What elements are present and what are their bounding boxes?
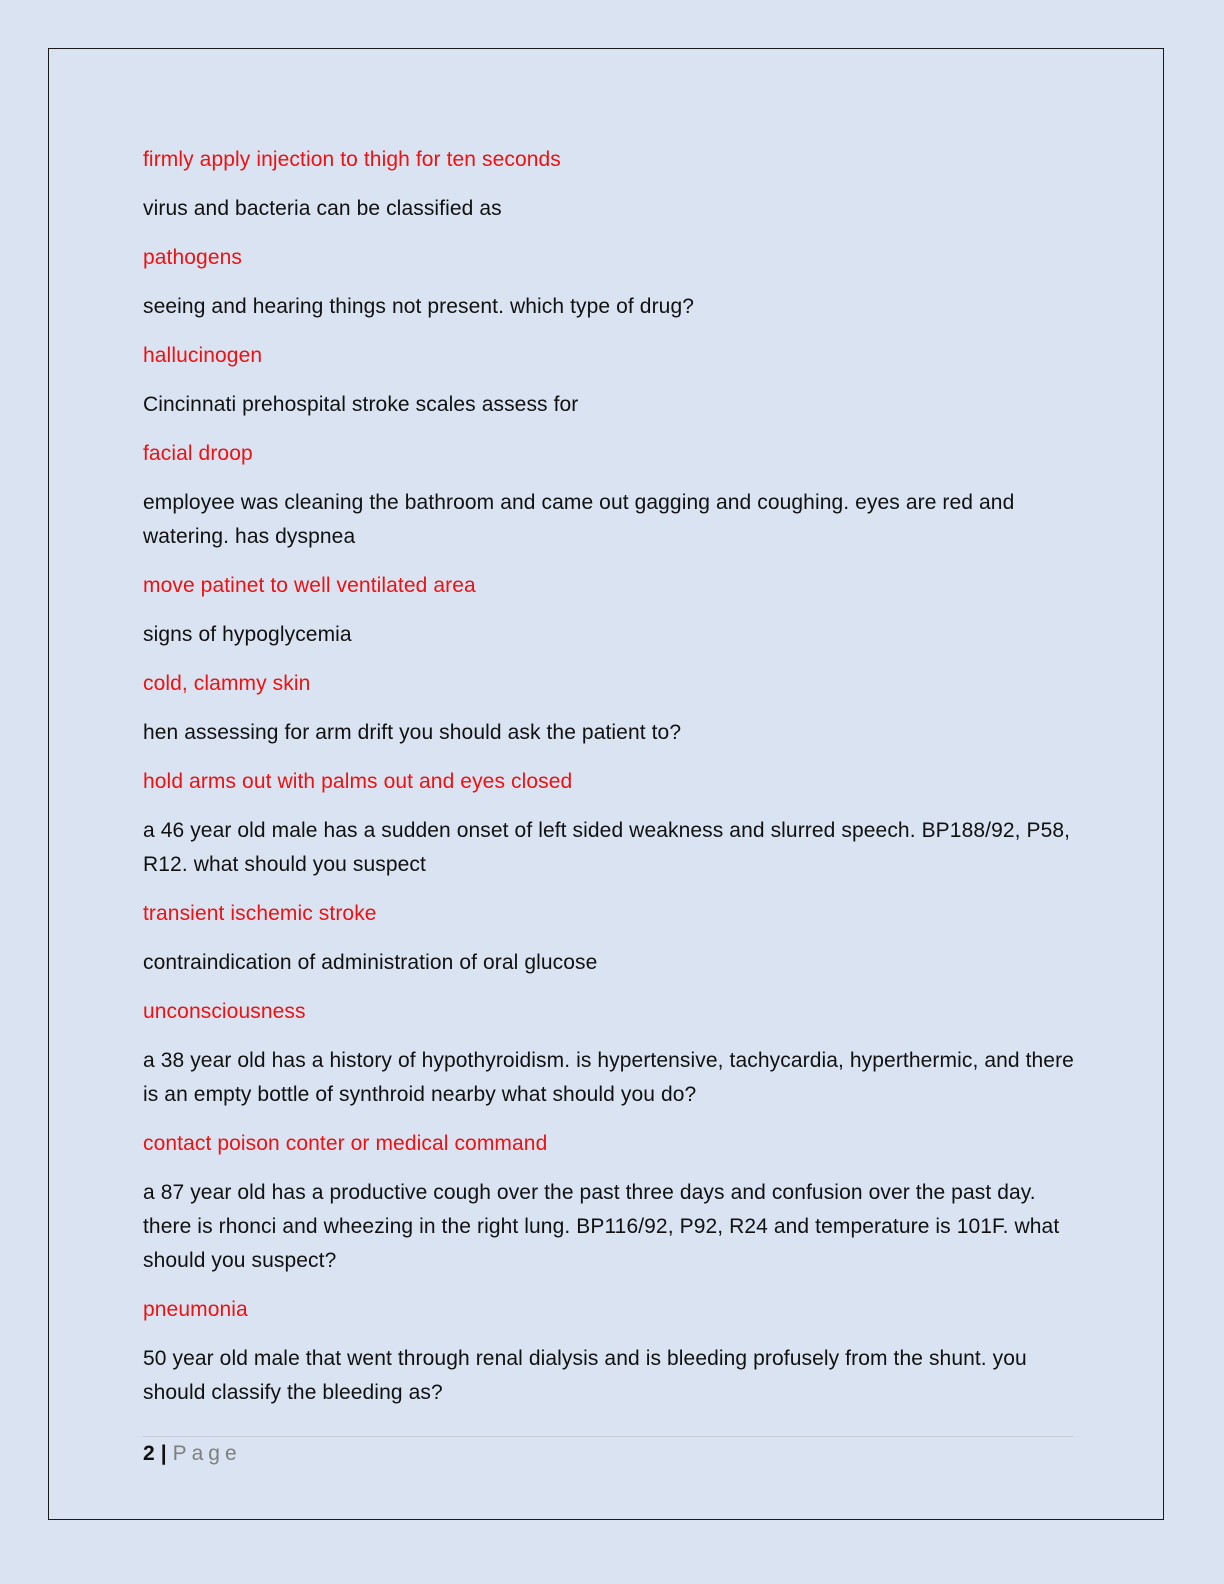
page-number: 2	[143, 1442, 155, 1465]
answer-line: contact poison conter or medical command	[143, 1132, 548, 1155]
question-line: virus and bacteria can be classified as	[143, 197, 502, 220]
answer-line: hold arms out with palms out and eyes closed	[143, 770, 573, 793]
question-line: Cincinnati prehospital stroke scales assess for	[143, 393, 579, 416]
answer-line: firmly apply injection to thigh for ten seconds	[143, 148, 561, 171]
page-footer	[143, 1440, 242, 1468]
question-line: a 38 year old has a history of hypothyroidism. is hypertensive, tachycardia, hyperthermic, and there is an empty bottle of synthroid nearby what should you do?	[143, 1049, 1074, 1106]
footer-rule	[143, 1436, 1073, 1437]
answer-line: transient ischemic stroke	[143, 902, 377, 925]
question-line: signs of hypoglycemia	[143, 623, 352, 646]
question-line: a 46 year old male has a sudden onset of left sided weakness and slurred speech. BP188/92, P58, R12. what should you suspect	[143, 819, 1071, 876]
question-line: seeing and hearing things not present. which type of drug?	[143, 295, 694, 318]
answer-line: facial droop	[143, 442, 253, 465]
question-line: hen assessing for arm drift you should ask the patient to?	[143, 721, 682, 744]
question-line: a 87 year old has a productive cough over the past three days and confusion over the past day. there is rhonci and wheezing in the right lung. BP116/92, P92, R24 and temperature is 101F. what should you suspect?	[143, 1181, 1060, 1272]
page-word: Page	[172, 1442, 242, 1465]
answer-line: unconsciousness	[143, 1000, 306, 1023]
answer-line: hallucinogen	[143, 344, 263, 367]
answer-line: cold, clammy skin	[143, 672, 311, 695]
document-body	[143, 143, 1078, 1425]
answer-line: pneumonia	[143, 1298, 248, 1321]
footer-separator: |	[160, 1442, 167, 1465]
question-line: employee was cleaning the bathroom and came out gagging and coughing. eyes are red and watering. has dyspnea	[143, 491, 1015, 548]
answer-line: pathogens	[143, 246, 242, 269]
question-line: 50 year old male that went through renal dialysis and is bleeding profusely from the shunt. you should classify the bleeding as?	[143, 1347, 1027, 1404]
answer-line: move patinet to well ventilated area	[143, 574, 476, 597]
question-line: contraindication of administration of oral glucose	[143, 951, 598, 974]
